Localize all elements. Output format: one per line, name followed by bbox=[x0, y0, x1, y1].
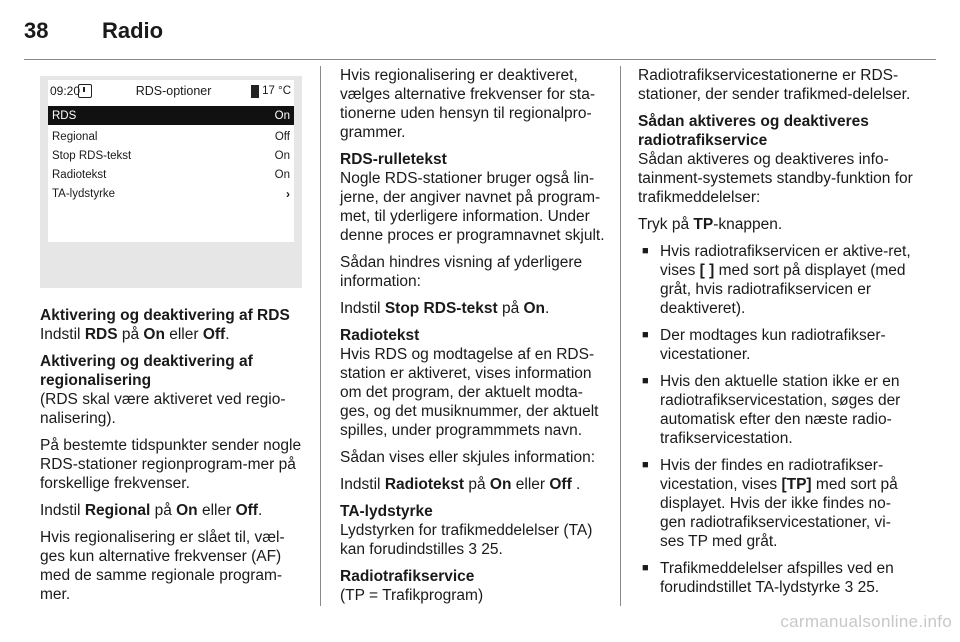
screen-temperature: 17 °C bbox=[262, 85, 291, 97]
text: Trafikmeddelelser afspilles ved en forudindstillet TA-lydstyrke bbox=[660, 560, 894, 596]
paragraph bbox=[638, 215, 913, 234]
bold-term: [TP] bbox=[781, 476, 812, 493]
text: Indstil bbox=[40, 326, 85, 343]
text: . bbox=[545, 300, 550, 317]
heading-radiotekst: Radiotekst bbox=[340, 327, 420, 344]
column-2 bbox=[340, 66, 605, 613]
paragraph: (TP = Trafikprogram) bbox=[340, 587, 484, 604]
bold-term: Regional bbox=[84, 502, 151, 519]
column-3 bbox=[638, 66, 913, 605]
list-item: ■ Hvis den aktuelle station ikke er en radiotrafikservicestation, søges der automatisk efter den næste radio-trafikservicestation. bbox=[638, 372, 913, 448]
section-title: Radio bbox=[102, 18, 164, 43]
text: på bbox=[464, 476, 490, 493]
row-value: On bbox=[274, 149, 290, 162]
text: Tryk på bbox=[638, 216, 694, 233]
paragraph: Radiotrafikservicestationerne er RDS-stationer, der sender trafikmed-delelser. bbox=[638, 67, 911, 103]
text: på bbox=[117, 326, 144, 343]
watermark-brand: carmanualsonline.info bbox=[780, 612, 952, 631]
bold-term: Off bbox=[235, 502, 258, 519]
list-item: ■ Der modtages kun radiotrafikser-vicestationer. bbox=[638, 326, 913, 364]
row-label: Regional bbox=[52, 130, 98, 143]
paragraph: Hvis RDS og modtagelse af en RDS-station er aktiveret, vises information om det program, der aktuelt modta-ges, og det musiknummer, der aktuelt spilles, under programmmets navn. bbox=[340, 346, 599, 439]
screen-menu-row bbox=[48, 184, 294, 203]
bold-term: [ ] bbox=[699, 262, 715, 279]
paragraph bbox=[340, 475, 605, 494]
page-header bbox=[24, 18, 163, 48]
heading-regional: Aktivering og deaktivering af regionalisering bbox=[40, 353, 253, 389]
bold-term: Stop RDS-tekst bbox=[384, 300, 498, 317]
phone-icon bbox=[251, 85, 259, 98]
bold-term: TP bbox=[693, 216, 714, 233]
column-1 bbox=[40, 306, 302, 612]
text: Indstil bbox=[40, 502, 85, 519]
bold-term: Off bbox=[202, 326, 226, 343]
bold-term: RDS bbox=[84, 326, 118, 343]
screen-menu-row bbox=[48, 127, 294, 146]
column-divider bbox=[620, 66, 621, 606]
heading-rds: Aktivering og deaktivering af RDS bbox=[40, 307, 290, 324]
list-item bbox=[638, 456, 913, 551]
heading-activate-traffic: Sådan aktiveres og deaktiveres radiotrafikservice bbox=[638, 113, 869, 149]
paragraph bbox=[40, 325, 302, 344]
list-item bbox=[638, 242, 913, 318]
bold-term: On bbox=[176, 502, 198, 519]
text: Hvis radiotrafikservicen er aktive-ret, vises bbox=[660, 243, 911, 279]
bold-term: Off bbox=[549, 476, 572, 493]
text: -knappen. bbox=[713, 216, 783, 233]
screen-menu bbox=[48, 102, 294, 242]
paragraph: Sådan vises eller skjules information: bbox=[340, 449, 596, 466]
text: Indstil bbox=[340, 300, 385, 317]
screen-title: RDS-optioner bbox=[135, 84, 212, 98]
row-label: Radiotekst bbox=[52, 168, 107, 181]
screen-menu-row bbox=[48, 165, 294, 184]
row-label: TA-lydstyrke bbox=[52, 187, 116, 200]
heading-rds-rulletekst: RDS-rulletekst bbox=[340, 151, 447, 168]
bullet-list bbox=[638, 242, 913, 597]
row-value: Off bbox=[274, 130, 290, 143]
bold-term: On bbox=[143, 326, 165, 343]
paragraph: Hvis regionalisering er deaktiveret, vælges alternative frekvenser for sta-tionerne uden hensyn til regionalpro-grammer. bbox=[340, 67, 595, 141]
paragraph: På bestemte tidspunkter sender nogle RDS-stationer regionprogram-mer på forskellige frekvenser. bbox=[40, 437, 302, 492]
text: eller bbox=[164, 326, 203, 343]
text: Lydstyrken for trafikmeddelelser (TA) kan forudindstilles bbox=[340, 522, 593, 558]
text: . bbox=[225, 326, 230, 343]
text: med sort på displayet (med gråt, hvis radiotrafikservicen er deaktiveret). bbox=[660, 262, 906, 317]
paragraph: Hvis regionalisering er slået til, væl-ges kun alternative frekvenser (AF) med de samme regionale program-mer. bbox=[40, 529, 285, 603]
row-label: RDS bbox=[52, 109, 77, 122]
row-value: On bbox=[274, 109, 290, 122]
bold-term: On bbox=[523, 300, 546, 317]
screen-time: 09:20 bbox=[50, 84, 81, 98]
timer-icon bbox=[78, 84, 92, 98]
paragraph bbox=[40, 501, 302, 520]
text: Indstil bbox=[340, 476, 385, 493]
paragraph: Sådan hindres visning af yderligere information: bbox=[340, 254, 583, 290]
bold-term: Radiotekst bbox=[384, 476, 465, 493]
rds-options-screen-image bbox=[40, 76, 302, 288]
page-reference-link[interactable]: 3 25. bbox=[844, 579, 880, 596]
paragraph: Nogle RDS-stationer bruger også lin-jerne, der angiver navnet på program-met, til yderligere information. Under denne proces er programnavnet skjult. bbox=[340, 170, 605, 244]
chevron-right-icon: › bbox=[286, 186, 290, 201]
text: Hvis der findes en radiotrafikser-vicestation, vises bbox=[660, 457, 884, 493]
screen-menu-row bbox=[48, 146, 294, 165]
bold-term: On bbox=[489, 476, 512, 493]
paragraph: (RDS skal være aktiveret ved regio-nalisering). bbox=[40, 391, 286, 427]
text: på bbox=[150, 502, 177, 519]
text: på bbox=[497, 300, 524, 317]
paragraph: Sådan aktiveres og deaktiveres info-tainment-systemets standby-funktion for trafikmeddelelser: bbox=[638, 151, 913, 206]
text: . bbox=[257, 502, 263, 519]
screen-status-bar bbox=[48, 80, 294, 102]
column-divider bbox=[320, 66, 321, 606]
header-divider bbox=[24, 59, 936, 60]
text: med sort på displayet. Hvis der ikke findes no-gen radiotrafikservicestationer, vi-ses TP med gråt. bbox=[660, 476, 898, 550]
page-number: 38 bbox=[24, 18, 49, 43]
text: eller bbox=[197, 502, 236, 519]
page-reference-link[interactable]: 3 25. bbox=[468, 541, 503, 558]
text: eller bbox=[511, 476, 550, 493]
list-item bbox=[638, 559, 913, 597]
row-label: Stop RDS-tekst bbox=[52, 149, 132, 162]
paragraph bbox=[340, 299, 605, 318]
screen-menu-row bbox=[48, 106, 294, 125]
heading-radiotrafikservice: Radiotrafikservice bbox=[340, 568, 475, 585]
paragraph bbox=[340, 521, 605, 559]
heading-ta-lydstyrke: TA-lydstyrke bbox=[340, 503, 433, 520]
row-value: On bbox=[274, 168, 290, 181]
text: . bbox=[571, 476, 581, 493]
